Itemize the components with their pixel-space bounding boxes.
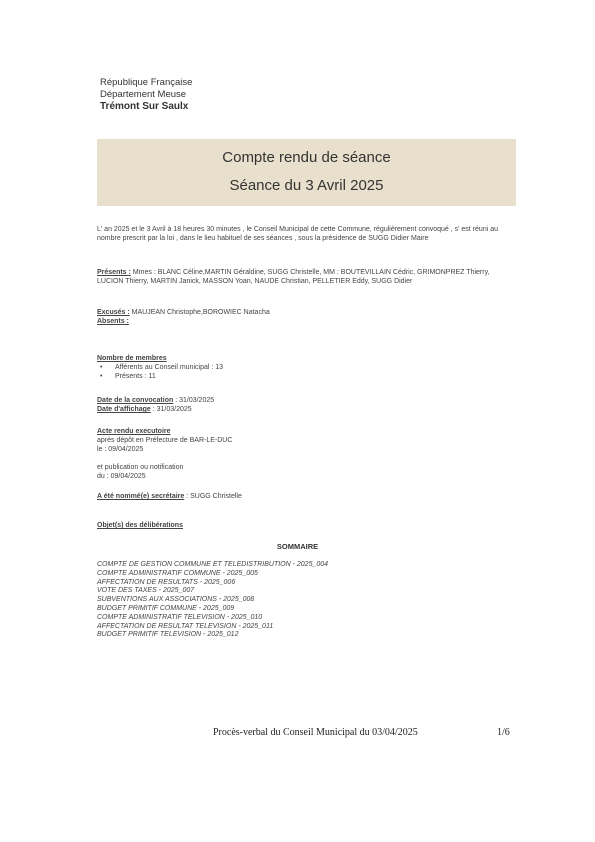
objets-section (97, 521, 183, 530)
list-item: COMPTE DE GESTION COMMUNE ET TELEDISTRIBUTION - 2025_004 (97, 561, 329, 568)
absents-section (97, 317, 517, 326)
list-item: VOTE DES TAXES - 2025_007 (97, 587, 195, 595)
excuses-text: MAUJEAN Christophe,BOROWIEC Natacha (131, 309, 270, 316)
acte-section (97, 427, 232, 481)
commune-name: Trémont Sur Saulx (100, 101, 189, 112)
list-item: BUDGET PRIMITIF COMMUNE - 2025_009 (97, 604, 235, 612)
secretaire-value: : SUGG Christelle (186, 493, 242, 500)
list-item: • Présents : 11 (115, 372, 223, 381)
convocation-value: : 31/03/2025 (175, 397, 215, 404)
acte-line: et publication ou notification (97, 464, 184, 471)
session-date-title: Séance du 3 Avril 2025 (229, 177, 384, 194)
acte-line: après dépôt en Préfecture de BAR-LE-DUC (97, 437, 233, 444)
acte-line: le : 09/04/2025 (97, 446, 144, 453)
secretaire-label: A été nommé(e) secrétaire (97, 493, 185, 500)
footer-text: Procès-verbal du Conseil Municipal du 03/04/2025 (213, 727, 418, 738)
acte-line: du : 09/04/2025 (97, 473, 146, 480)
affichage-value: : 31/03/2025 (152, 406, 192, 413)
list-item: BUDGET PRIMITIF TELEVISION - 2025_012 (97, 631, 239, 639)
sommaire-list (97, 561, 328, 640)
presents-section (97, 268, 517, 286)
objets-label: Objet(s) des délibérations (97, 522, 183, 529)
excuses-label: Excusés : (97, 309, 130, 316)
acte-label: Acte rendu executoire (97, 428, 171, 435)
list-item: COMPTE ADMINISTRATIF COMMUNE - 2025_005 (97, 569, 258, 577)
list-item: COMPTE ADMINISTRATIF TELEVISION - 2025_010 (97, 613, 263, 621)
departement-label: Département Meuse (100, 89, 187, 100)
dates-section (97, 396, 214, 414)
convocation-label: Date de la convocation (97, 397, 174, 404)
presents-label: Présents : (97, 269, 131, 276)
page-number: 1/6 (497, 727, 510, 738)
document-title: Compte rendu de séance (222, 149, 391, 166)
title-banner (97, 139, 516, 206)
list-item: SUBVENTIONS AUX ASSOCIATIONS - 2025_008 (97, 596, 255, 604)
secretaire-section (97, 492, 242, 501)
membres-label: Nombre de membres (97, 355, 167, 362)
excuses-section (97, 308, 517, 317)
list-item: AFFECTATION DE RESULTATS - 2025_006 (97, 578, 236, 586)
list-item: AFFECTATION DE RESULTAT TELEVISION - 2025_011 (97, 622, 274, 630)
document-header (100, 77, 192, 113)
membres-section (97, 354, 223, 381)
affichage-label: Date d'affichage (97, 406, 151, 413)
republique-label: République Française (100, 77, 193, 88)
list-item: • Afférents au Conseil municipal : 13 (115, 363, 223, 372)
sommaire-title: SOMMAIRE (276, 542, 319, 551)
intro-paragraph: L' an 2025 et le 3 Avril à 18 heures 30 minutes , le Conseil Municipal de cette Commune, régulièrement convoqué , s' est réuni au nombre prescrit par la loi , dans le lieu habituel de ses séances , sous la présidence de SUGG Didier Maire (97, 226, 498, 242)
presents-text: Mmes : BLANC Céline,MARTIN Géraldine, SUGG Christelle, MM : BOUTEVILLAIN Cédric, GRIMONPREZ Thierry, LUCION Thierry, MARTIN Janick, MASSON Yoan, NAUDE Christian, PELLETIER Eddy, SUGG Didier (97, 269, 490, 285)
membres-list (97, 363, 223, 381)
absents-label: Absents : (97, 318, 129, 325)
